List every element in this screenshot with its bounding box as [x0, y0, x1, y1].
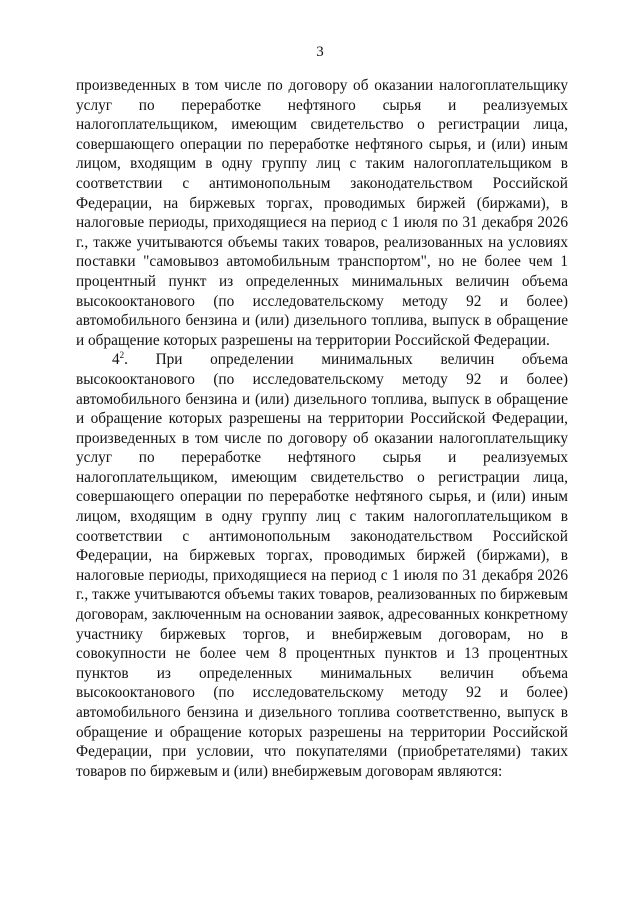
page-number: 3 — [316, 44, 324, 60]
paragraph-item-4-2 — [76, 350, 568, 781]
paragraph-continuation: произведенных в том числе по договору об оказании налогоплательщику услуг по переработке нефтяного сырья и реализуемых налогоплательщиком, имеющим свидетельство о регистрации лица, совершающего операции по переработке нефтяного сырья, и (или) иным лицом, входящим в одну группу лиц с таким налогоплательщиком в соответствии с антимонопольным законодательством Российской Федерации, на биржевых торгах, проводимых биржей (биржами), в налоговые периоды, приходящиеся на период с 1 июля по 31 декабря 2026 г., также учитываются объемы таких товаров, реализованных на условиях поставки "самовывоз автомобильным транспортом", но не более чем 1 процентный пункт из определенных минимальных величин объема высокооктанового (по исследовательскому методу 92 и более) автомобильного бензина и (или) дизельного топлива, выпуск в обращение и обращение которых разрешены на территории Российской Федерации. — [76, 77, 568, 349]
item-number: 4 — [112, 351, 120, 369]
item-superscript: 2 — [119, 350, 125, 361]
document-body — [76, 76, 568, 781]
item-text: . При определении минимальных величин объема высокооктанового (по исследовательскому методу 92 и более) автомобильного бензина и (или) дизельного топлива, выпуск в обращение и обращение которых разрешены на территории Российской Федерации, произведенных в том числе по договору об оказании налогоплательщику услуг по переработке нефтяного сырья и реализуемых налогоплательщиком, имеющим свидетельство о регистрации лица, совершающего операции по переработке нефтяного сырья, и (или) иным лицом, входящим в одну группу лиц с таким налогоплательщиком в соответствии с антимонопольным законодательством Российской Федерации, на биржевых торгах, проводимых биржей (биржами), в налоговые периоды, приходящиеся на период с 1 июля по 31 декабря 2026 г., также учитываются объемы таких товаров, реализованных по биржевым договорам, заключенным на основании заявок, адресованных конкретному участнику биржевых торгов, и внебиржевым договорам, но в совокупности не более чем 8 процентных пунктов и 13 процентных пунктов из определенных минимальных величин объема высокооктанового (по исследовательскому методу 92 и более) автомобильного бензина и дизельного топлива соответственно, выпуск в обращение и обращение которых разрешены на территории Российской Федерации, при условии, что покупателями (приобретателями) таких товаров по биржевым и (или) внебиржевым договорам являются: — [76, 351, 568, 780]
